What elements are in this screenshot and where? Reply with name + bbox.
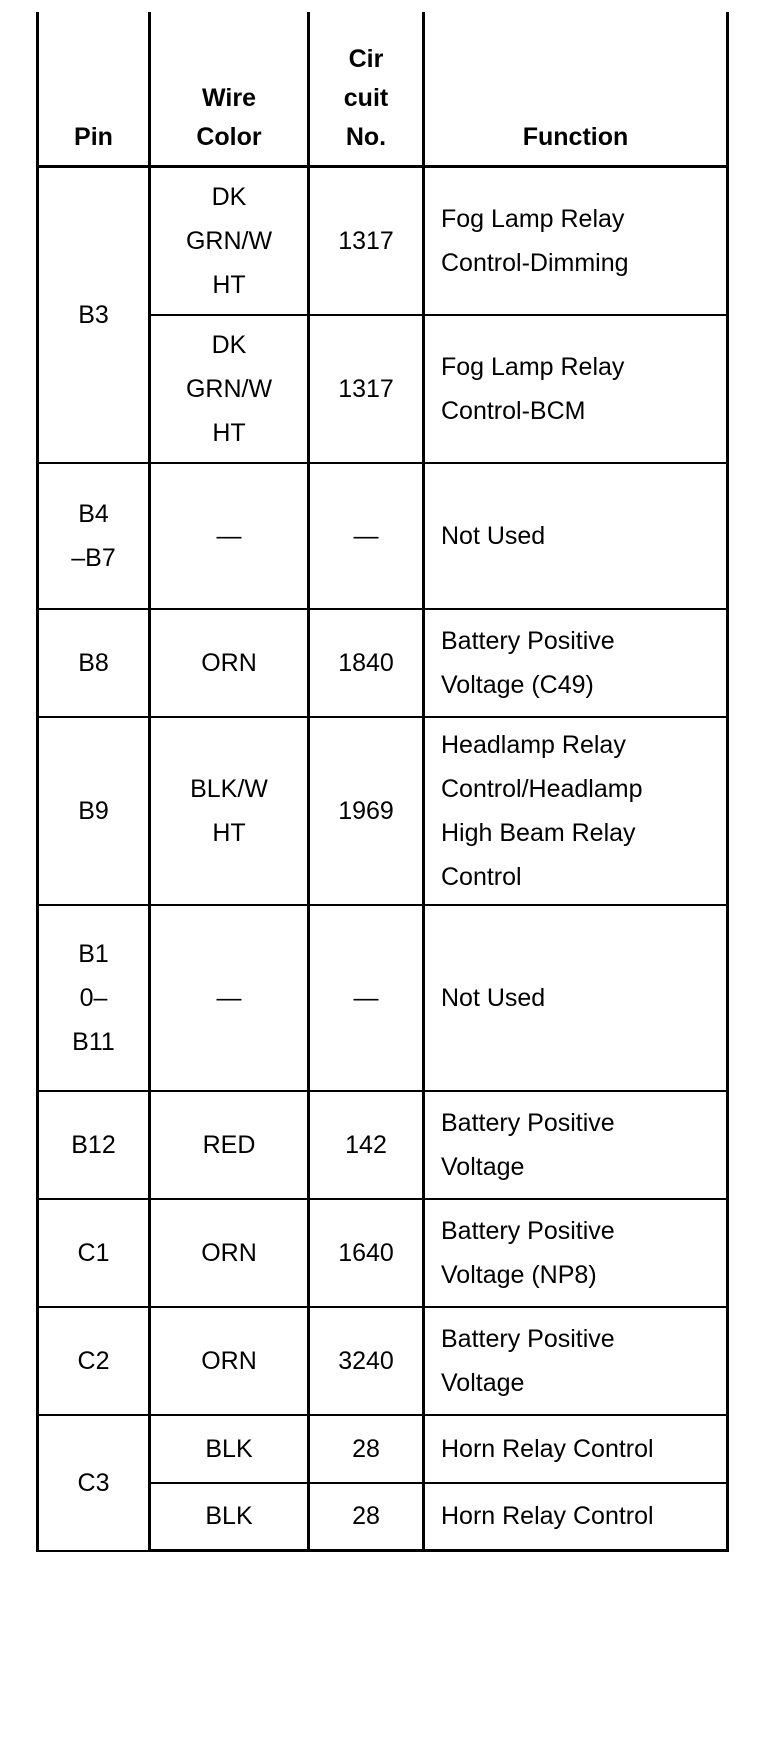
pin-cell: B12 <box>38 1091 150 1199</box>
function-cell: Battery Positive Voltage (NP8) <box>424 1199 728 1307</box>
table-row <box>38 905 728 1091</box>
wire-color-cell: ORN <box>150 1199 309 1307</box>
table-row <box>38 1415 728 1483</box>
circuit-no-cell: 1840 <box>309 609 424 717</box>
table-header <box>38 12 728 167</box>
header-row <box>38 12 728 167</box>
function-cell: Battery Positive Voltage <box>424 1091 728 1199</box>
pin-cell: C3 <box>38 1415 150 1551</box>
pin-cell: B3 <box>38 167 150 463</box>
header-function: Function <box>424 12 728 167</box>
connector-pinout-table <box>36 12 729 1552</box>
circuit-no-cell: 1317 <box>309 167 424 315</box>
circuit-no-cell: — <box>309 463 424 609</box>
pin-cell: B4 –B7 <box>38 463 150 609</box>
circuit-no-cell: 1969 <box>309 717 424 905</box>
wire-color-cell: ORN <box>150 1307 309 1415</box>
pin-cell: B8 <box>38 609 150 717</box>
table-row <box>38 167 728 315</box>
wire-color-cell: RED <box>150 1091 309 1199</box>
function-cell: Fog Lamp Relay Control-Dimming <box>424 167 728 315</box>
function-cell: Horn Relay Control <box>424 1483 728 1551</box>
function-cell: Not Used <box>424 905 728 1091</box>
table-row <box>38 717 728 905</box>
function-cell: Battery Positive Voltage <box>424 1307 728 1415</box>
function-cell: Headlamp Relay Control/Headlamp High Beam Relay Control <box>424 717 728 905</box>
table-row <box>38 1307 728 1415</box>
function-cell: Not Used <box>424 463 728 609</box>
wire-color-cell: — <box>150 905 309 1091</box>
circuit-no-cell: 1317 <box>309 315 424 463</box>
header-circuit-no: Cir cuit No. <box>309 12 424 167</box>
circuit-no-cell: 1640 <box>309 1199 424 1307</box>
wire-color-cell: — <box>150 463 309 609</box>
wire-color-cell: BLK <box>150 1483 309 1551</box>
table-body <box>38 167 728 1551</box>
wire-color-cell: BLK <box>150 1415 309 1483</box>
table-row <box>38 1199 728 1307</box>
circuit-no-cell: 28 <box>309 1483 424 1551</box>
wire-color-cell: BLK/W HT <box>150 717 309 905</box>
pin-cell: C2 <box>38 1307 150 1415</box>
circuit-no-cell: — <box>309 905 424 1091</box>
table-row <box>38 609 728 717</box>
table-row <box>38 1091 728 1199</box>
function-cell: Fog Lamp Relay Control-BCM <box>424 315 728 463</box>
function-cell: Battery Positive Voltage (C49) <box>424 609 728 717</box>
connector-pinout-table-container <box>36 12 729 1552</box>
pin-cell: B1 0– B11 <box>38 905 150 1091</box>
wire-color-cell: ORN <box>150 609 309 717</box>
pin-cell: C1 <box>38 1199 150 1307</box>
header-wire-color: Wire Color <box>150 12 309 167</box>
wire-color-cell: DK GRN/W HT <box>150 167 309 315</box>
circuit-no-cell: 3240 <box>309 1307 424 1415</box>
pin-cell: B9 <box>38 717 150 905</box>
circuit-no-cell: 142 <box>309 1091 424 1199</box>
table-row <box>38 463 728 609</box>
function-cell: Horn Relay Control <box>424 1415 728 1483</box>
circuit-no-cell: 28 <box>309 1415 424 1483</box>
header-pin: Pin <box>38 12 150 167</box>
wire-color-cell: DK GRN/W HT <box>150 315 309 463</box>
